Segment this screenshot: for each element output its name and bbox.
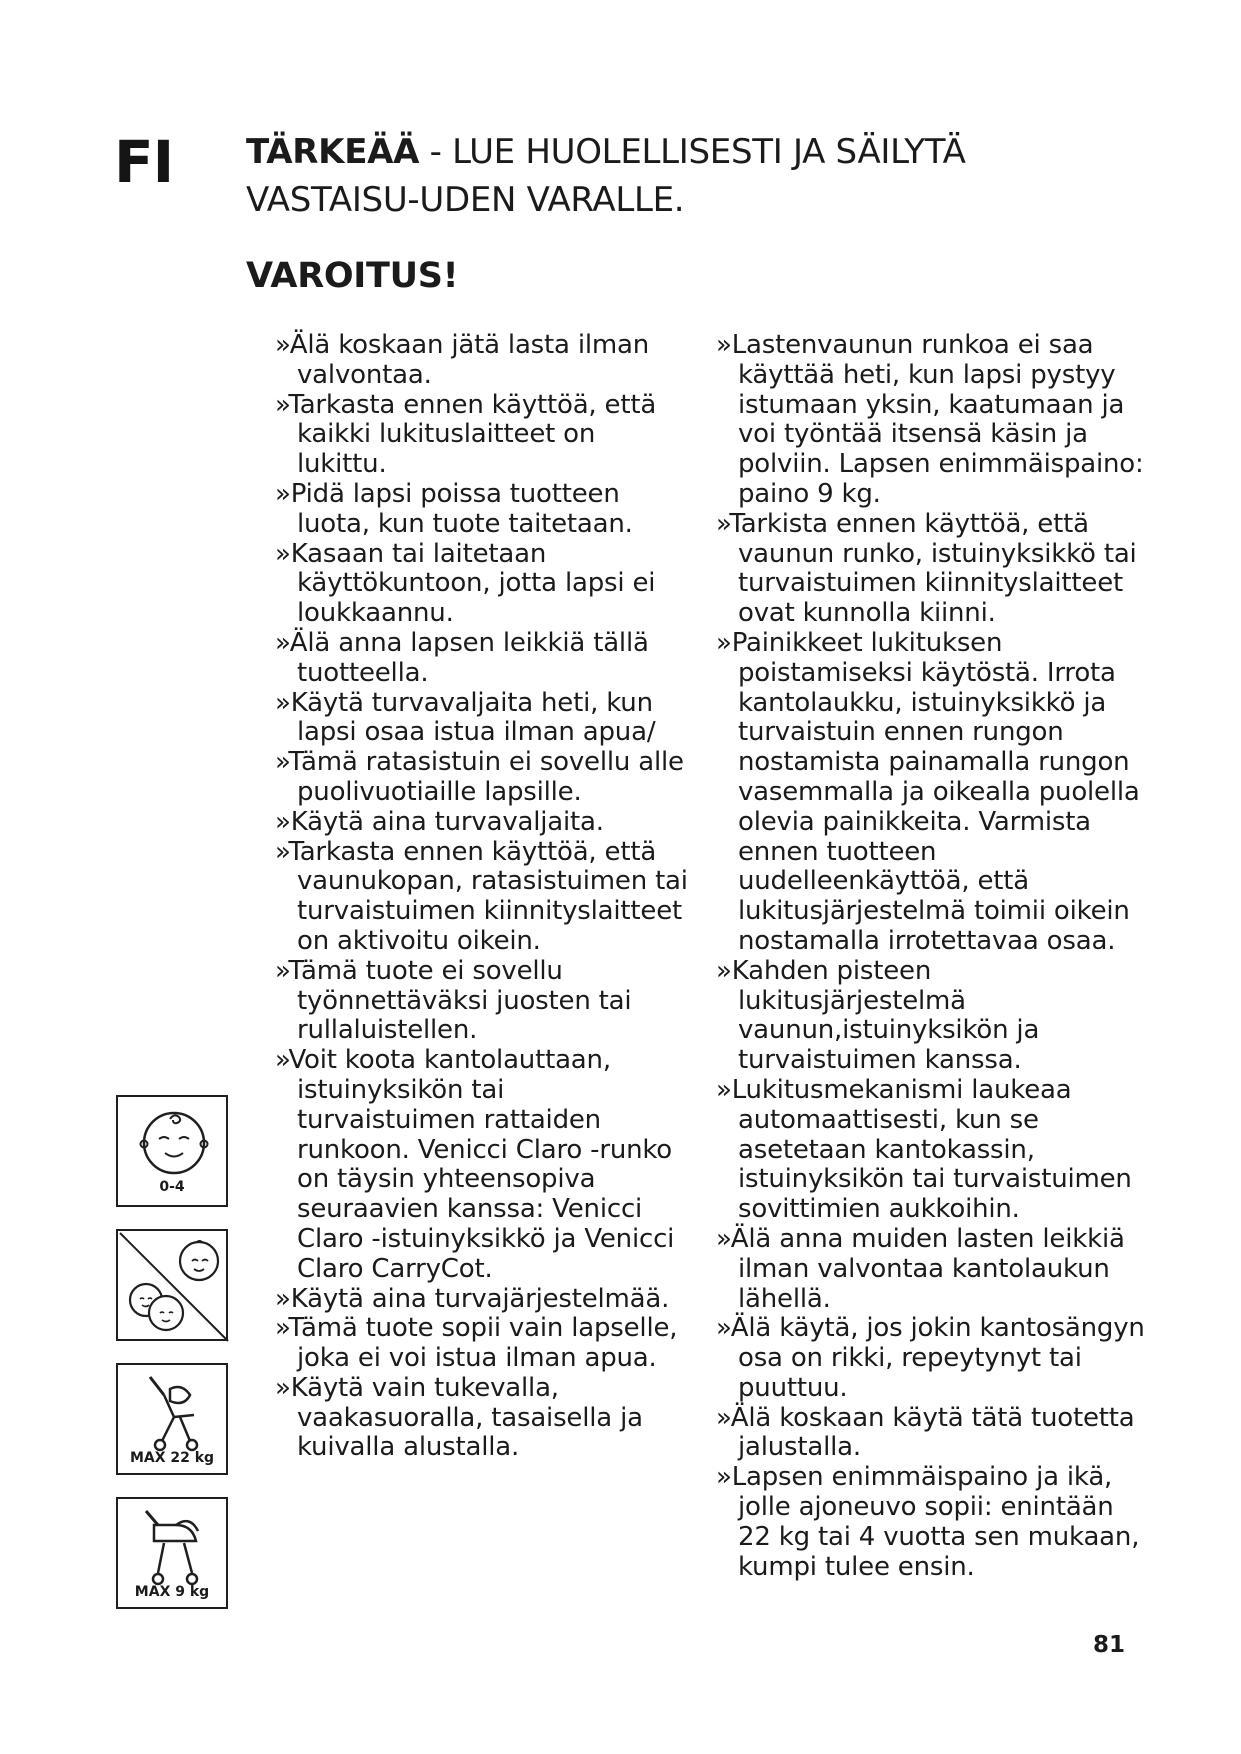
page-number: 81 — [1093, 1632, 1126, 1658]
list-item: »Tarkasta ennen käyttöä, että kaikki lukituslaitteet on lukittu. — [275, 389, 657, 480]
list-item: »Tämä tuote ei sovellu työnnettäväksi juosten tai rullaluistellen. — [275, 955, 632, 1046]
list-item: »Käytä vain tukevalla, vaakasuoralla, tasaisella ja kuivalla alustalla. — [275, 1372, 643, 1463]
heading-rest: - LUE HUOLELLISESTI JA SÄILYTÄ VASTAISU-UDEN VARALLE. — [246, 132, 966, 220]
age-icon-box — [116, 1095, 228, 1207]
list-item: »Älä käytä, jos jokin kantosängyn osa on rikki, repeytynyt tai puuttuu. — [716, 1313, 1145, 1403]
list-item: »Tarkasta ennen käyttöä, että vaunukopan, ratasistuimen tai turvaistuimen kiinnityslaitteet on aktivoitu oikein. — [275, 836, 688, 956]
list-item: »Kasaan tai laitetaan käyttökuntoon, jotta lapsi ei loukkaannu. — [275, 538, 656, 629]
heading-bold: TÄRKEÄÄ — [246, 132, 420, 172]
list-item: »Tämä tuote sopii vain lapselle, joka ei voi istua ilman apua. — [275, 1313, 678, 1374]
left-warning-list — [275, 331, 690, 1463]
list-item: »Käytä aina turvajärjestelmää. — [275, 1283, 670, 1314]
list-item: »Käytä turvavaljaita heti, kun lapsi osaa istua ilman apua/ — [275, 687, 656, 748]
list-item: »Älä koskaan käytä tätä tuotetta jalustalla. — [716, 1402, 1135, 1463]
list-item: »Älä anna lapsen leikkiä tällä tuotteella. — [275, 627, 649, 688]
list-item: »Älä koskaan jätä lasta ilman valvontaa. — [275, 330, 650, 390]
list-item: »Lapsen enimmäispaino ja ikä, jolle ajoneuvo sopii: enintään 22 kg tai 4 vuotta sen mukaan, kumpi tulee ensin. — [716, 1462, 1140, 1582]
pram-icon-box — [116, 1497, 228, 1609]
list-item: »Voit koota kantolauttaan, istuinyksikön tai turvaistuimen rattaiden runkoon. Venicci Claro -runko on täysin yhteensopiva seuraavien kanssa: Venicci Claro -istuinyksikkö ja Venicci Claro CarryCot. — [275, 1045, 675, 1284]
stroller-weight-label: MAX 22 kg — [129, 1450, 215, 1466]
pram-weight-label: MAX 9 kg — [134, 1584, 210, 1600]
list-item: »Painikkeet lukituksen poistamiseksi käytöstä. Irrota kantolaukku, istuinyksikkö ja turvaistuin ennen rungon nostamista painamalla rungon vasemmalla ja oikealla puolella olevia painikkeita. Varmista ennen tuotteen uudelleenkäyttöä, että lukitusjärjestelmä toimii oikein nostamalla irrotettavaa osaa. — [716, 627, 1140, 956]
list-item: »Kahden pisteen lukitusjärjestelmä vaunun,istuinyksikön ja turvaistuimen kanssa. — [716, 955, 1040, 1076]
page-heading — [246, 128, 1136, 224]
list-item: »Pidä lapsi poissa tuotteen luota, kun tuote taitetaan. — [275, 478, 633, 539]
right-warning-list — [716, 331, 1146, 1582]
no-twins-icon-box — [116, 1229, 228, 1341]
no-twins-icon — [118, 1231, 230, 1343]
list-item: »Tämä ratasistuin ei sovellu alle puolivuotiaille lapsille. — [275, 747, 684, 807]
list-item: »Lukitusmekanismi laukeaa automaattisesti, kun se asetetaan kantokassin, istuinyksikön tai turvaistuimen sovittimien aukkoihin. — [716, 1074, 1132, 1225]
age-label: 0-4 — [159, 1179, 185, 1195]
language-code: FI — [114, 128, 174, 196]
list-item: »Lastenvaunun runkoa ei saa käyttää heti, kun lapsi pystyy istumaan yksin, kaatumaan ja voi työntää itsensä käsin ja polviin. Lapsen enimmäispaino: paino 9 kg. — [716, 330, 1144, 509]
list-item: »Käytä aina turvavaljaita. — [275, 806, 604, 837]
warning-title: VAROITUS! — [246, 256, 459, 296]
list-item: »Tarkista ennen käyttöä, että vaunun runko, istuinyksikkö tai turvaistuimen kiinnityslaitteet ovat kunnolla kiinni. — [716, 508, 1137, 629]
stroller-icon-box — [116, 1363, 228, 1475]
list-item: »Älä anna muiden lasten leikkiä ilman valvontaa kantolaukun lähellä. — [716, 1223, 1125, 1314]
